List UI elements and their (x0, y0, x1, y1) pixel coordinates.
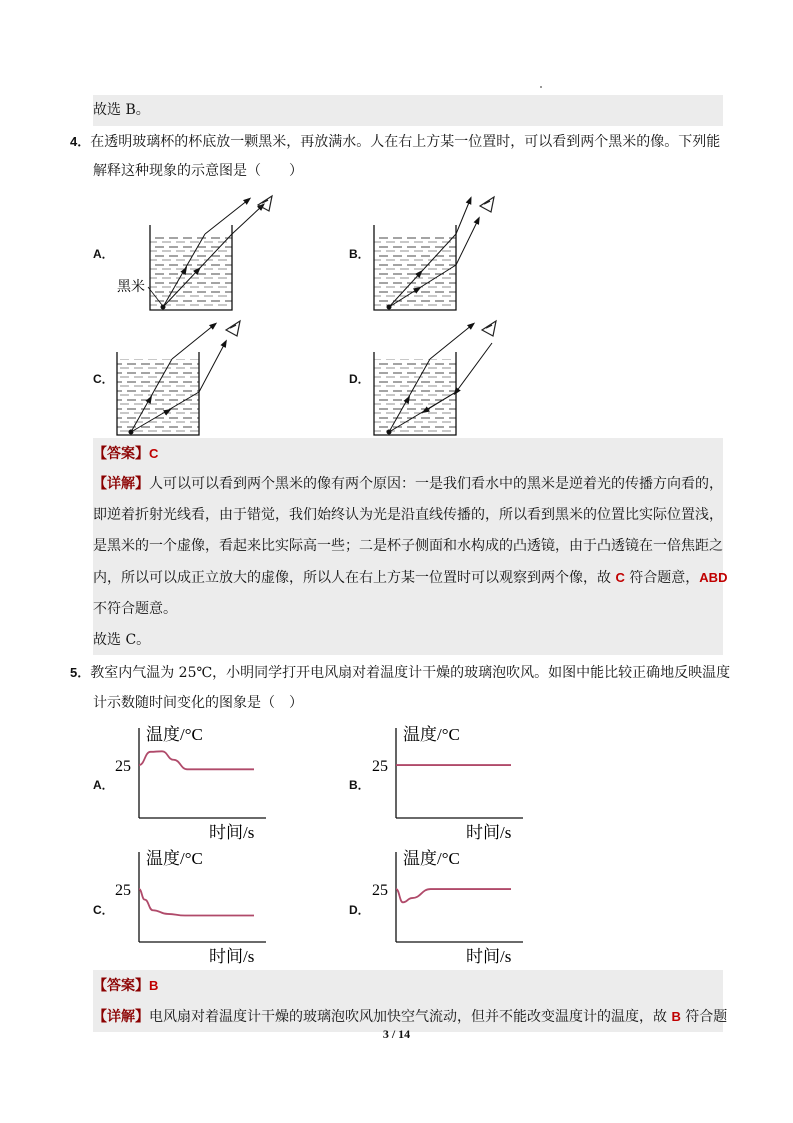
y-axis-label: 温度/°C (403, 725, 460, 744)
y-tick-label: 25 (372, 882, 388, 900)
q5-option-a: A． (93, 778, 114, 792)
q4-option-a: A． (93, 247, 114, 261)
q4-detail-tag: 【详解】 (93, 476, 149, 492)
q5-stem-line2: 计示数随时间变化的图象是（ ） (93, 695, 303, 711)
chart-d (372, 849, 523, 966)
q5-detail-tag: 【详解】 (93, 1009, 149, 1025)
page-number: 3 / 14 (382, 1027, 411, 1041)
y-axis-label: 温度/°C (146, 849, 203, 868)
chart-c (115, 849, 266, 966)
y-tick-label: 25 (115, 758, 131, 776)
y-axis-label: 温度/°C (403, 849, 460, 868)
q4-detail-line2: 即逆着折射光线看，由于错觉，我们始终认为光是沿直线传播的，所以看到黑米的位置比实际位置浅， (93, 507, 723, 523)
q4-detail-abd: ABD (699, 570, 728, 585)
temperature-curve (139, 889, 254, 915)
temperature-curve (396, 889, 511, 902)
y-axis-label: 温度/°C (146, 725, 203, 744)
x-axis-label: 时间/s (209, 823, 255, 842)
y-tick-label: 25 (115, 882, 131, 900)
q3-conclusion: 故选 B。 (93, 102, 150, 118)
q4-answer-value: C (149, 446, 159, 461)
chart-a (115, 725, 266, 842)
q5-option-d: D． (349, 903, 370, 917)
q5-detail-text: 电风扇对着温度计干燥的玻璃泡吹风加快空气流动，但并不能改变温度计的温度，故 (149, 1009, 672, 1025)
q4-detail-line3: 是黑米的一个虚像，看起来比实际高一些；二是杯子侧面和水构成的凸透镜，由于凸透镜在一倍焦距之 (93, 538, 723, 554)
q4-number: 4． (70, 134, 91, 149)
q5-answer-row (93, 970, 723, 1001)
x-axis-label: 时间/s (466, 947, 512, 966)
q5-answer-value: B (149, 978, 159, 993)
q4-detail-mid: 符合题意， (624, 570, 700, 586)
q5-detail-b: B (671, 1009, 681, 1024)
q4-option-d: D． (349, 372, 370, 386)
rice-label: 黑米 (117, 280, 145, 295)
q4-detail-line5: 不符合题意。 (93, 601, 177, 617)
temperature-curve (139, 751, 254, 769)
q4-conclusion: 故选 C。 (93, 632, 151, 648)
q4-detail-c: C (615, 570, 625, 585)
q4-stem-line2: 解释这种现象的示意图是（ ） (93, 163, 303, 179)
q5-stem-text1: 教室内气温为 25℃，小明同学打开电风扇对着温度计干燥的玻璃泡吹风。如图中能比较正确地反映温度 (90, 665, 731, 681)
q4-option-c: C． (93, 372, 114, 386)
x-axis-label: 时间/s (209, 947, 255, 966)
x-axis-label: 时间/s (466, 823, 512, 842)
q5-number: 5． (70, 665, 91, 680)
q4-stem-text1: 在透明玻璃杯的杯底放一颗黑米，再放满水。人在右上方某一位置时，可以看到两个黑米的像。下列能 (90, 134, 721, 150)
q5-option-c: C． (93, 903, 114, 917)
chart-b (372, 725, 523, 842)
q4-detail-line1: 人可以可以看到两个黑米的像有两个原因：一是我们看水中的黑米是逆着光的传播方向看的， (149, 476, 723, 492)
q5-detail-post: 符合题 (680, 1009, 728, 1025)
q4-answer-tag: 【答案】 (93, 446, 149, 462)
q5-answer-tag: 【答案】 (93, 978, 149, 994)
q4-option-b: B． (349, 247, 370, 261)
q4-detail-line4: 内，所以可以成正立放大的虚像，所以人在右上方某一位置时可以观察到两个像，故 (93, 570, 616, 586)
q5-option-b: B． (349, 778, 370, 792)
y-tick-label: 25 (372, 758, 388, 776)
